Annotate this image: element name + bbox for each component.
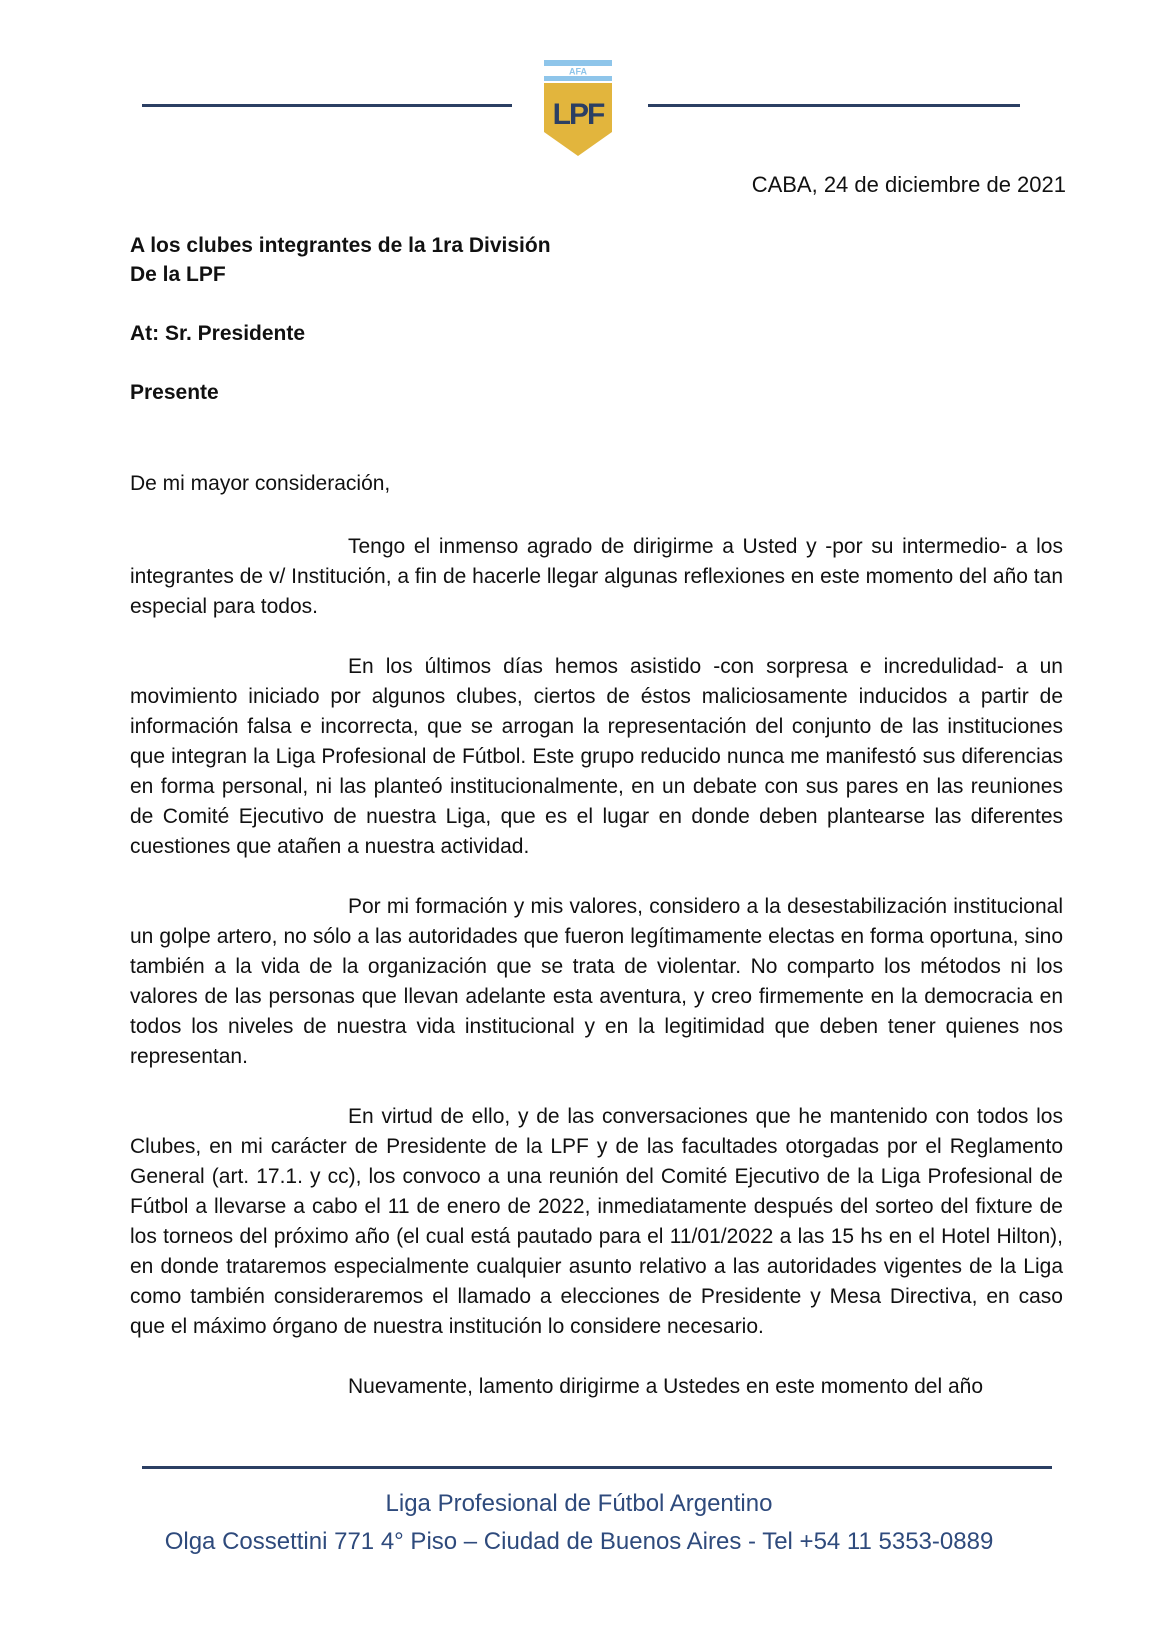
recipient-line-2: De la LPF: [130, 263, 226, 286]
paragraph-4: En virtud de ello, y de las conversaciones que he mantenido con todos los Clubes, en mi carácter de Presidente de la LPF y de las facultades otorgadas por el Reglamento General (art. 17.1. y cc), los convoco a una reunión del Comité Ejecutivo de la Liga Profesional de Fútbol a llevarse a cabo el 11 de enero de 2022, inmediatamente después del sorteo del fixture de los torneos del próximo año (el cual está pautado para el 11/01/2022 a las 15 hs en el Hotel Hilton), en donde trataremos especialmente cualquier asunto relativo a las autoridades vigentes de la Liga como también consideraremos el llamado a elecciones de Presidente y Mesa Directiva, en caso que el máximo órgano de nuestra institución lo considere necesario.: [130, 1105, 1063, 1338]
lpf-shield-logo: [540, 58, 616, 158]
paragraph-1: Tengo el inmenso agrado de dirigirme a Usted y -por su intermedio- a los integrantes de v/ Institución, a fin de hacerle llegar algunas reflexiones en este momento del año tan especial para todos.: [130, 535, 1063, 618]
salutation: De mi mayor consideración,: [130, 472, 391, 495]
footer-divider: [142, 1466, 1052, 1469]
header-divider-left: [142, 104, 512, 107]
paragraph-3: Por mi formación y mis valores, considero a la desestabilización institucional un golpe artero, no sólo a las autoridades que fueron legítimamente electas en forma oportuna, sino también a la vida de la organización que se trata de violentar. No comparto los métodos ni los valores de las personas que llevan adelante esta aventura, y creo firmemente en la democracia en todos los niveles de nuestra vida institucional y en la legitimidad que deben tener quienes nos representan.: [130, 895, 1063, 1068]
logo-afa-text: AFA: [569, 66, 587, 77]
recipient-block: [130, 231, 551, 407]
attention-line: At: Sr. Presidente: [130, 322, 306, 345]
presente-line: Presente: [130, 381, 219, 404]
recipient-line-1: A los clubes integrantes de la 1ra División: [130, 234, 551, 257]
paragraph-2: En los últimos días hemos asistido -con sorpresa e incredulidad- a un movimiento iniciado por algunos clubes, ciertos de éstos maliciosamente inducidos a partir de información falsa e incorrecta, que se arrogan la representación del conjunto de las instituciones que integran la Liga Profesional de Fútbol. Este grupo reducido nunca me manifestó sus diferencias en forma personal, ni las planteó institucionalmente, en un debate con sus pares en las reuniones de Comité Ejecutivo de nuestra Liga, que es el lugar en donde deben plantearse las diferentes cuestiones que atañen a nuestra actividad.: [130, 655, 1063, 858]
paragraph-5: Nuevamente, lamento dirigirme a Ustedes en este momento del año: [348, 1375, 984, 1398]
logo-lpf-text: LPF: [552, 98, 604, 131]
letter-date: CABA, 24 de diciembre de 2021: [751, 172, 1066, 197]
letter-body: [130, 532, 1063, 1432]
footer-organization-name: Liga Profesional de Fútbol Argentino: [385, 1490, 773, 1517]
header-divider-right: [648, 104, 1020, 107]
footer-address: Olga Cossettini 771 4° Piso – Ciudad de Buenos Aires - Tel +54 11 5353-0889: [164, 1528, 994, 1555]
